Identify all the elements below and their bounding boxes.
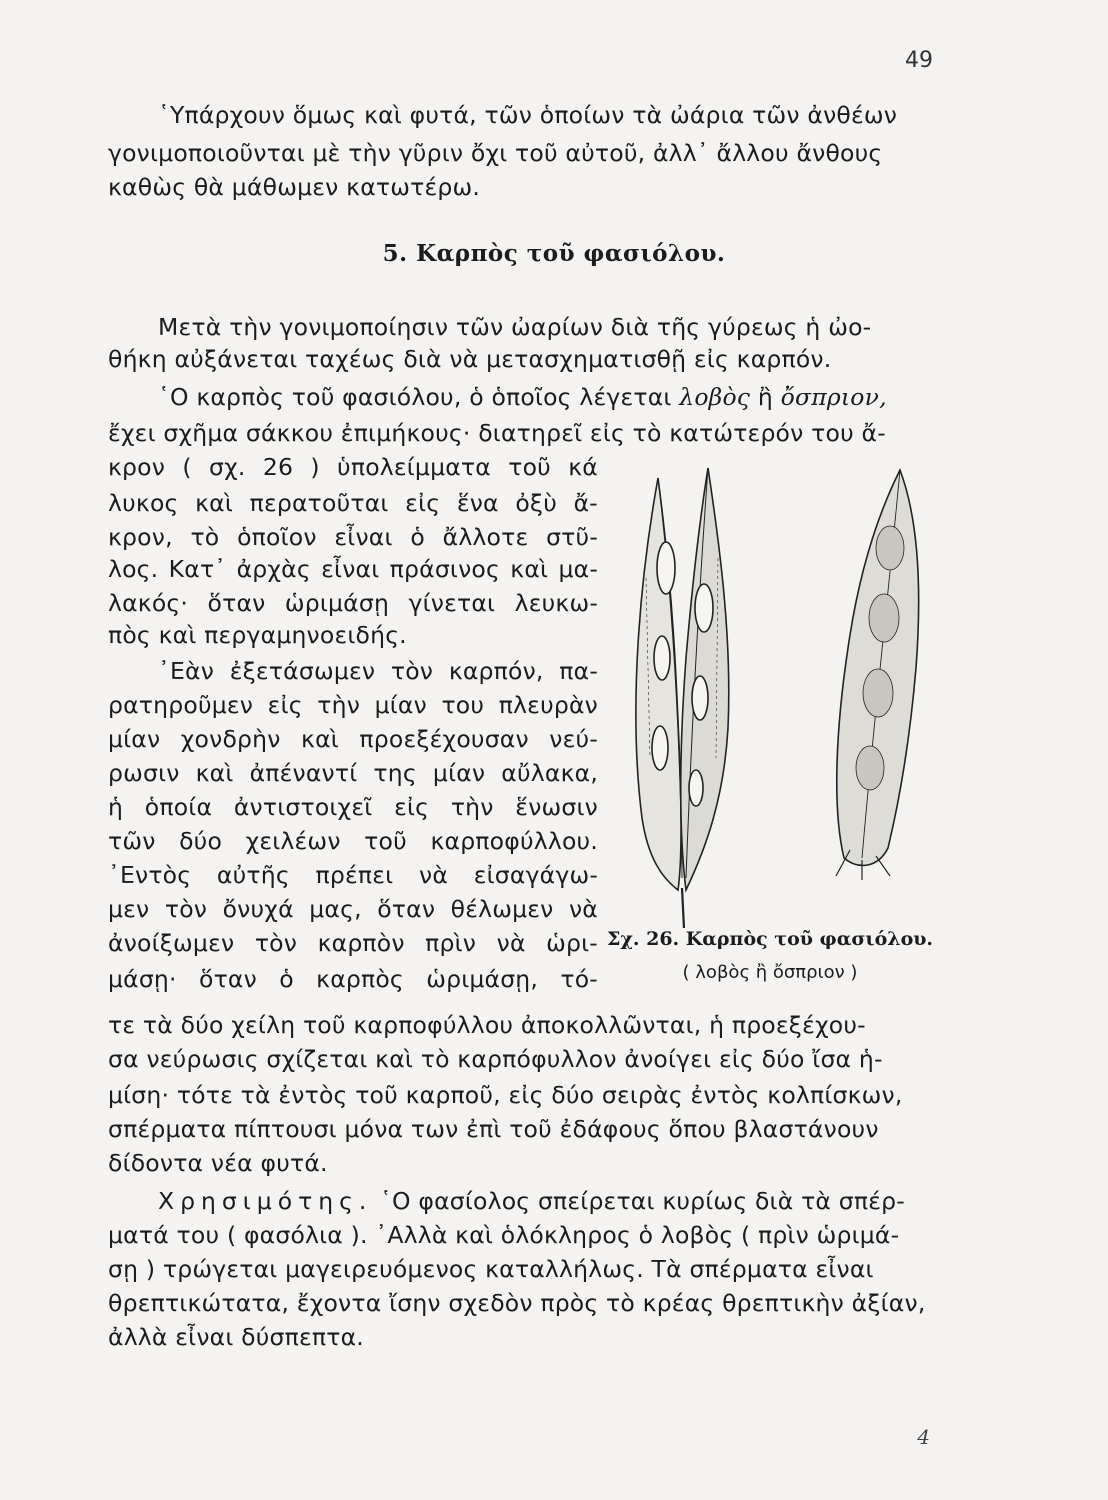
usefulness-label: Χρησιμότης. (158, 1187, 373, 1215)
narrow-line: κρον, τὸ ὁποῖον εἶναι ὁ ἄλλοτε στῦ- (108, 523, 598, 551)
bean-pod-illustration (600, 458, 940, 928)
usefulness-line: σῃ ) τρώγεται μαγειρευόμενος καταλλήλως. Τὰ σπέρματα εἶναι (108, 1255, 874, 1283)
term-osprion: ὄσπριον, (780, 383, 887, 411)
narrow-line: πὸς καὶ περγαμηνοειδής. (108, 621, 407, 649)
para2-text: ῾Ο καρπὸς τοῦ φασιόλου, ὁ ὁποῖος λέγεται (158, 383, 680, 411)
open-pod-drawing (636, 468, 729, 928)
section-heading: 5. Καρπὸς τοῦ φασιόλου. (382, 240, 726, 267)
narrow-line: λος. Κατ᾽ ἀρχὰς εἶναι πράσινος καὶ μα- (108, 555, 598, 583)
closed-pod-drawing (836, 470, 919, 880)
narrow-line: μεν τὸν ὄνυχά μας, ὅταν θέλωμεν νὰ (108, 895, 598, 923)
intro-line-3: καθὼς θὰ μάθωμεν κατωτέρω. (108, 173, 481, 201)
usefulness-line: ἀλλὰ εἶναι δύσπεπτα. (108, 1323, 364, 1351)
figure-subcaption: ( λοβὸς ἢ ὄσπριον ) (682, 962, 858, 983)
narrow-line: ἀνοίξωμεν τὸν καρπὸν πρὶν νὰ ὡρι- (108, 929, 598, 957)
para1-line-2: θήκη αὐξάνεται ταχέως διὰ νὰ μετασχηματισθῇ εἰς καρπόν. (108, 345, 832, 373)
usefulness-line: ματά του ( φασόλια ). ᾽Αλλὰ καὶ ὁλόκληρος ὁ λοβὸς ( πρὶν ὡριμά- (108, 1221, 900, 1249)
narrow-line: ᾽Εντὸς αὐτῆς πρέπει νὰ εἰσαγάγω- (108, 861, 598, 889)
wide-line: τε τὰ δύο χείλη τοῦ καρποφύλλου ἀποκολλῶνται, ἡ προεξέχου- (108, 1011, 866, 1039)
para2-line-2: ἔχει σχῆμα σάκκου ἐπιμήκους· διατηρεῖ εἰς τὸ κατώτερόν του ἄ- (108, 419, 886, 447)
wide-line: σα νεύρωσις σχίζεται καὶ τὸ καρπόφυλλον ἀνοίγει εἰς δύο ἴσα ἡ- (108, 1045, 883, 1073)
intro-line-1: ῾Υπάρχουν ὅμως καὶ φυτά, τῶν ὁποίων τὰ ὠάρια τῶν ἀνθέων (158, 101, 898, 129)
para2-line-1 (158, 382, 887, 412)
narrow-line: λυκος καὶ περατοῦται εἰς ἕνα ὀξὺ ἄ- (108, 489, 598, 517)
signature-mark: 4 (917, 1425, 930, 1449)
narrow-line: ᾽Εὰν ἐξετάσωμεν τὸν καρπόν, πα- (158, 657, 598, 685)
usefulness-line-1 (158, 1186, 905, 1216)
usefulness-text: ῾Ο φασίολος σπείρεται κυρίως διὰ τὰ σπέρ- (372, 1187, 905, 1215)
para1-line-1: Μετὰ τὴν γονιμοποίησιν τῶν ὠαρίων διὰ τῆς γύρεως ἡ ὠο- (158, 313, 872, 341)
term-lobos: λοβὸς (679, 383, 751, 411)
wide-line: δίδοντα νέα φυτά. (108, 1149, 328, 1177)
figure-caption: Σχ. 26. Καρπὸς τοῦ φασιόλου. (606, 928, 934, 950)
usefulness-line: θρεπτικώτατα, ἔχοντα ἴσην σχεδὸν πρὸς τὸ κρέας θρεπτικὴν ἀξίαν, (108, 1289, 926, 1317)
narrow-line: λακός· ὅταν ὡριμάσῃ γίνεται λευκω- (108, 589, 598, 617)
narrow-line: κρον ( σχ. 26 ) ὑπολείμματα τοῦ κά (108, 453, 598, 481)
narrow-line: ρατηροῦμεν εἰς τὴν μίαν του πλευρὰν (108, 691, 598, 719)
para2-or: ἢ (750, 383, 781, 411)
narrow-line: ρωσιν καὶ ἀπέναντί της μίαν αὔλακα, (108, 759, 598, 787)
wide-line: σπέρματα πίπτουσι μόνα των ἐπὶ τοῦ ἐδάφους ὅπου βλαστάνουν (108, 1115, 879, 1143)
wide-line: μίση· τότε τὰ ἐντὸς τοῦ καρποῦ, εἰς δύο σειρὰς ἐντὸς κολπίσκων, (108, 1081, 903, 1109)
narrow-line: μίαν χονδρὴν καὶ προεξέχουσαν νεύ- (108, 725, 598, 753)
narrow-line: ἡ ὁποία ἀντιστοιχεῖ εἰς τὴν ἕνωσιν (108, 793, 598, 821)
page-number: 49 (905, 48, 933, 73)
intro-line-2: γονιμοποιοῦνται μὲ τὴν γῦριν ὄχι τοῦ αὐτοῦ, ἀλλ᾽ ἄλλου ἄνθους (108, 139, 883, 167)
narrow-line: τῶν δύο χειλέων τοῦ καρποφύλλου. (108, 827, 598, 855)
narrow-line: μάσῃ· ὅταν ὁ καρπὸς ὡριμάσῃ, τό- (108, 965, 598, 993)
